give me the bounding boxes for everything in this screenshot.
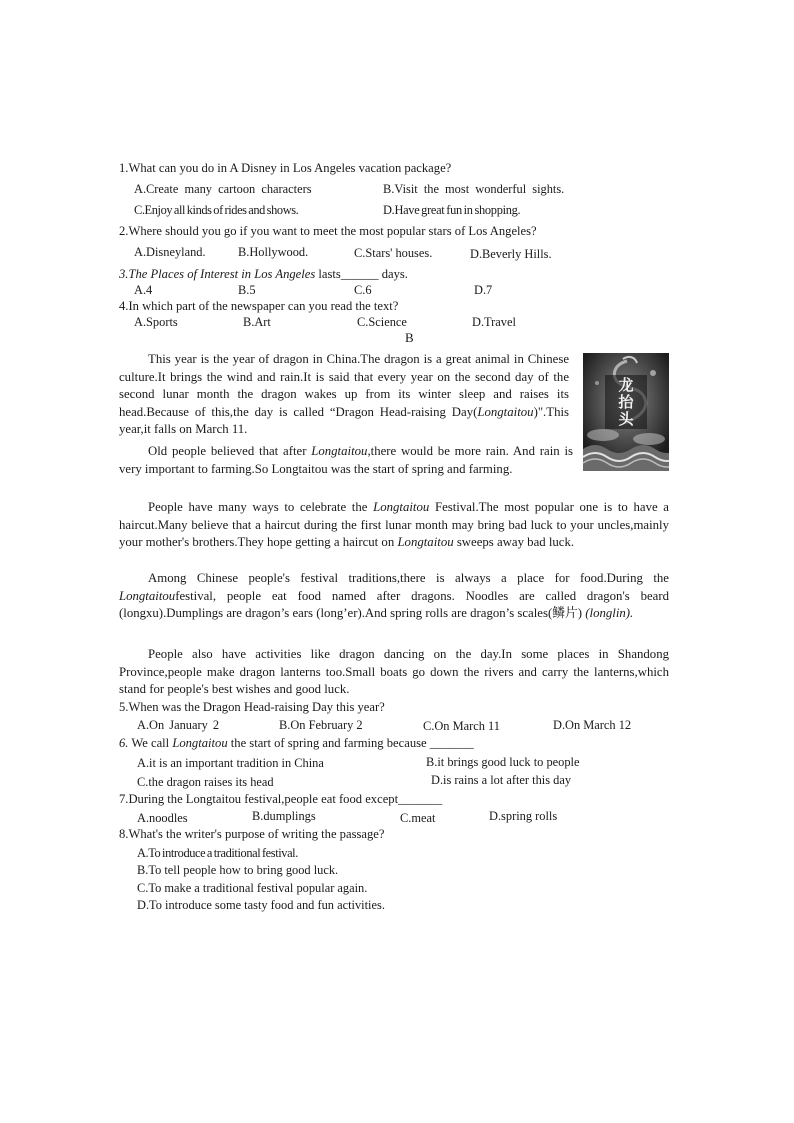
dragon-head-raising-illustration bbox=[583, 353, 669, 471]
p1-italic-longtaitou: Longtaitou bbox=[477, 404, 534, 419]
q1-stem: 1.What can you do in A Disney in Los Angeles vacation package? bbox=[119, 161, 452, 175]
p3-text-1: People have many ways to celebrate the bbox=[148, 500, 374, 514]
q2-option-d: D.Beverly Hills. bbox=[470, 247, 552, 261]
p4-text-2: festival, people eat food named after dragons. Noodles are called dragon's beard (longxu).Dumplings are dragon’s ears (long’er).And spring rolls are dragon’s scales(鳞片) bbox=[119, 588, 669, 621]
q6-number: 6. bbox=[119, 736, 129, 750]
q3-option-c: C.6 bbox=[354, 283, 372, 297]
q4-option-c: C.Science bbox=[357, 315, 407, 329]
q6-italic-longtaitou: Longtaitou bbox=[172, 736, 228, 750]
q3-stem bbox=[119, 266, 408, 283]
q5-option-a: A.On January 2 bbox=[137, 718, 220, 732]
q2-option-b: B.Hollywood. bbox=[238, 245, 309, 259]
q4-option-a: A.Sports bbox=[134, 315, 178, 329]
q3-title: The Places of Interest in Los Angeles bbox=[128, 267, 316, 281]
passage-paragraph-2 bbox=[119, 443, 573, 478]
p3-italic-longtaitou: Longtaitou bbox=[373, 500, 430, 514]
q6-text-2: the start of spring and farming because _______ bbox=[227, 736, 474, 750]
q7-option-c: C.meat bbox=[400, 811, 436, 825]
p5-text: People also have activities like dragon dancing on the day.In some places in Shandong Province,people make dragon lanterns too.Small boats go down the rivers and carry the lanterns,which stand for people's best wishes and good luck. bbox=[119, 647, 669, 697]
p4-text-1: Among Chinese people's festival traditions,there is always a place for food.During the bbox=[148, 571, 669, 585]
q5-option-c: C.On March 11 bbox=[423, 719, 500, 733]
q2-option-c: C.Stars' houses. bbox=[354, 246, 433, 260]
p4-italic-longtaitou: Longtaitou bbox=[119, 588, 176, 603]
q1-option-b: B.Visit the most wonderful sights. bbox=[383, 182, 565, 196]
p2-text-1: Old people believed that after bbox=[148, 444, 312, 458]
dragon-image-title: 龙抬头 bbox=[618, 376, 634, 428]
q5-option-d: D.On March 12 bbox=[553, 718, 632, 732]
passage-paragraph-3 bbox=[119, 499, 669, 552]
p2-italic-longtaitou: Longtaitou bbox=[311, 444, 368, 458]
q8-option-b: B.To tell people how to bring good luck. bbox=[137, 863, 339, 877]
q7-option-d: D.spring rolls bbox=[489, 809, 558, 823]
q8-option-a: A.To introduce a traditional festival. bbox=[137, 846, 298, 860]
q6-option-c: C.the dragon raises its head bbox=[137, 775, 274, 789]
q6-option-d: D.is rains a lot after this day bbox=[431, 773, 572, 787]
q6-option-b: B.it brings good luck to people bbox=[426, 755, 580, 769]
q8-option-d: D.To introduce some tasty food and fun activities. bbox=[137, 898, 385, 912]
q4-option-d: D.Travel bbox=[472, 315, 516, 329]
p3-text-3: sweeps away bad luck. bbox=[453, 535, 575, 550]
q3-option-d: D.7 bbox=[474, 283, 493, 297]
q7-option-a: A.noodles bbox=[137, 811, 188, 825]
passage-paragraph-5 bbox=[119, 646, 669, 699]
q1-option-a: A.Create many cartoon characters bbox=[134, 182, 312, 196]
p3-italic-longtaitou-2: Longtaitou bbox=[397, 535, 454, 550]
p1-text-1: This year is the year of dragon in China.The dragon is a great animal in Chinese culture.It brings the wind and rain.It is said that every year on the second day of the second lunar month the dragon wakes up from its winter sleep and raises its head.Because of this,the day is called “Dragon Head-raising Day( bbox=[119, 352, 569, 419]
q3-number: 3. bbox=[119, 267, 129, 281]
q6-option-a: A.it is an important tradition in China bbox=[137, 756, 324, 770]
passage-paragraph-4 bbox=[119, 570, 669, 623]
passage-paragraph-1 bbox=[119, 351, 569, 439]
q3-rest: lasts______ days. bbox=[315, 267, 408, 281]
q3-option-b: B.5 bbox=[238, 283, 256, 297]
q8-stem: 8.What's the writer's purpose of writing the passage? bbox=[119, 827, 385, 841]
q1-option-c: C.Enjoy all kinds of rides and shows. bbox=[134, 203, 299, 217]
p1-text-2: )".This year,it falls on March 11. bbox=[119, 404, 569, 437]
q4-option-b: B.Art bbox=[243, 315, 271, 329]
q5-option-b: B.On February 2 bbox=[279, 718, 363, 732]
p4-italic-longlin: (longlin). bbox=[585, 606, 634, 621]
q6-stem bbox=[119, 735, 474, 752]
q5-stem: 5.When was the Dragon Head-raising Day this year? bbox=[119, 700, 385, 714]
q4-stem: 4.In which part of the newspaper can you read the text? bbox=[119, 299, 399, 313]
q7-option-b: B.dumplings bbox=[252, 809, 316, 823]
q7-stem: 7.During the Longtaitou festival,people eat food except_______ bbox=[119, 792, 443, 806]
p3-text-2: Festival.The most popular one is to have a haircut.Many believe that a haircut during the first lunar month may bring bad luck to your uncles,mainly your mother's brothers.They hope getting a haircut on bbox=[119, 500, 669, 550]
q8-option-c: C.To make a traditional festival popular again. bbox=[137, 881, 368, 895]
q2-option-a: A.Disneyland. bbox=[134, 245, 206, 259]
q2-stem: 2.Where should you go if you want to meet the most popular stars of Los Angeles? bbox=[119, 224, 537, 238]
q1-option-d: D.Have great fun in shopping. bbox=[383, 203, 521, 217]
q3-option-a: A.4 bbox=[134, 283, 153, 297]
section-b-label: B bbox=[405, 330, 414, 345]
q6-text-1: We call bbox=[128, 736, 173, 750]
p2-text-2: ,there would be more rain. And rain is very important to farming.So Longtaitou was the start of spring and farming. bbox=[119, 444, 573, 476]
